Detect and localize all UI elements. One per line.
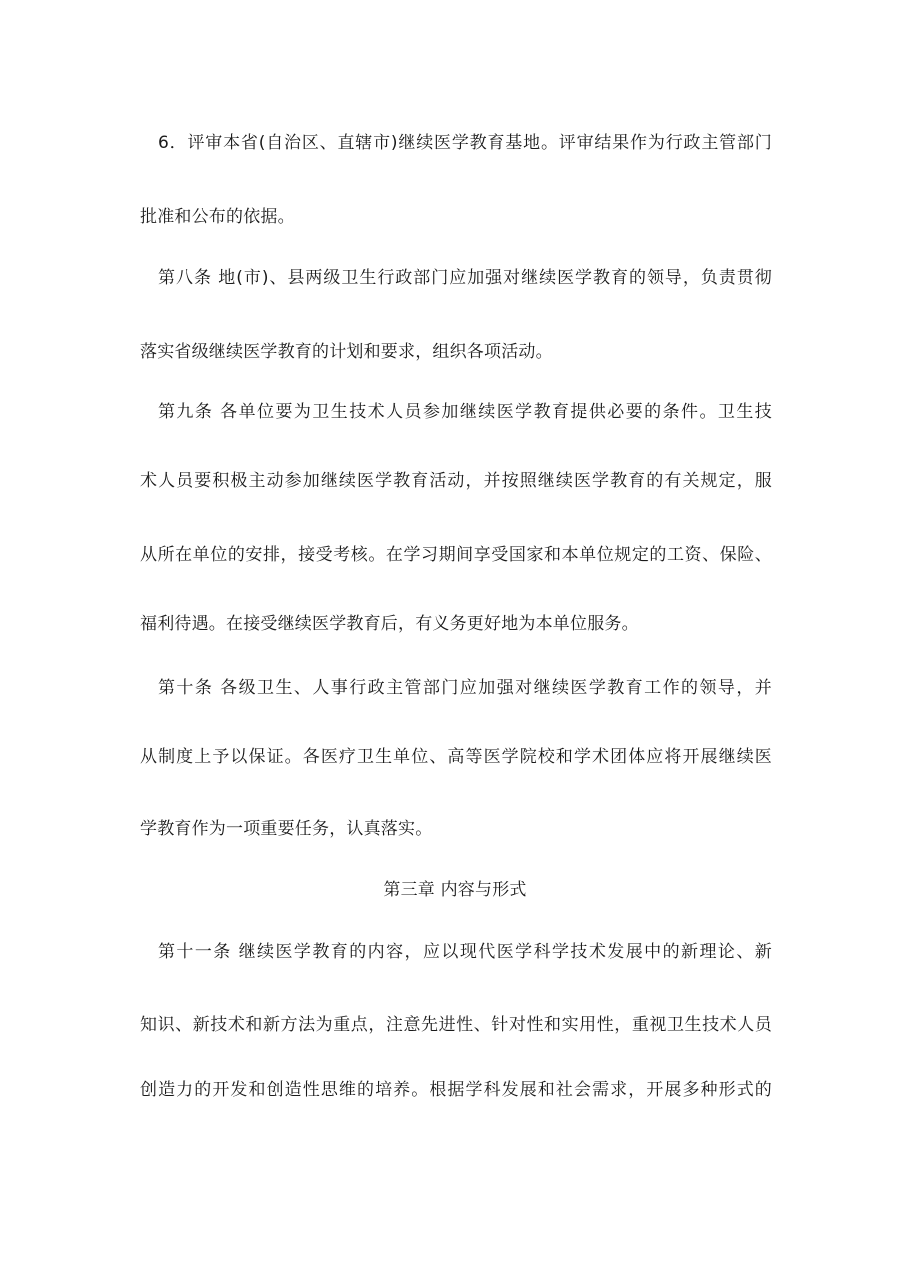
paragraph-line: 6．评审本省(自治区、直辖市)继续医学教育基地。评审结果作为行政主管部门 <box>158 133 772 153</box>
article-11-heading-line: 第十一条 继续医学教育的内容，应以现代医学科学技术发展中的新理论、新 <box>158 942 772 962</box>
article-9-heading-line: 第九条 各单位要为卫生技术人员参加继续医学教育提供必要的条件。卫生技 <box>158 402 772 422</box>
paragraph-line: 学教育作为一项重要任务，认真落实。 <box>140 819 433 839</box>
article-8-heading-line: 第八条 地(市)、县两级卫生行政部门应加强对继续医学教育的领导，负责贯彻 <box>158 268 772 288</box>
paragraph-line: 从制度上予以保证。各医疗卫生单位、高等医学院校和学术团体应将开展继续医 <box>140 747 772 767</box>
paragraph-line: 术人员要积极主动参加继续医学教育活动，并按照继续医学教育的有关规定，服 <box>140 471 772 491</box>
paragraph-line: 批准和公布的依据。 <box>140 207 295 227</box>
paragraph-line: 福利待遇。在接受继续医学教育后，有义务更好地为本单位服务。 <box>140 614 639 634</box>
article-10-heading-line: 第十条 各级卫生、人事行政主管部门应加强对继续医学教育工作的领导，并 <box>158 678 772 698</box>
chapter-3-title: 第三章 内容与形式 <box>383 880 527 900</box>
paragraph-line: 知识、新技术和新方法为重点，注意先进性、针对性和实用性，重视卫生技术人员 <box>140 1015 772 1035</box>
paragraph-line: 落实省级继续医学教育的计划和要求，组织各项活动。 <box>140 342 553 362</box>
paragraph-line: 从所在单位的安排，接受考核。在学习期间享受国家和本单位规定的工资、保险、 <box>140 545 772 565</box>
paragraph-line: 创造力的开发和创造性思维的培养。根据学科发展和社会需求，开展多种形式的 <box>140 1080 772 1100</box>
